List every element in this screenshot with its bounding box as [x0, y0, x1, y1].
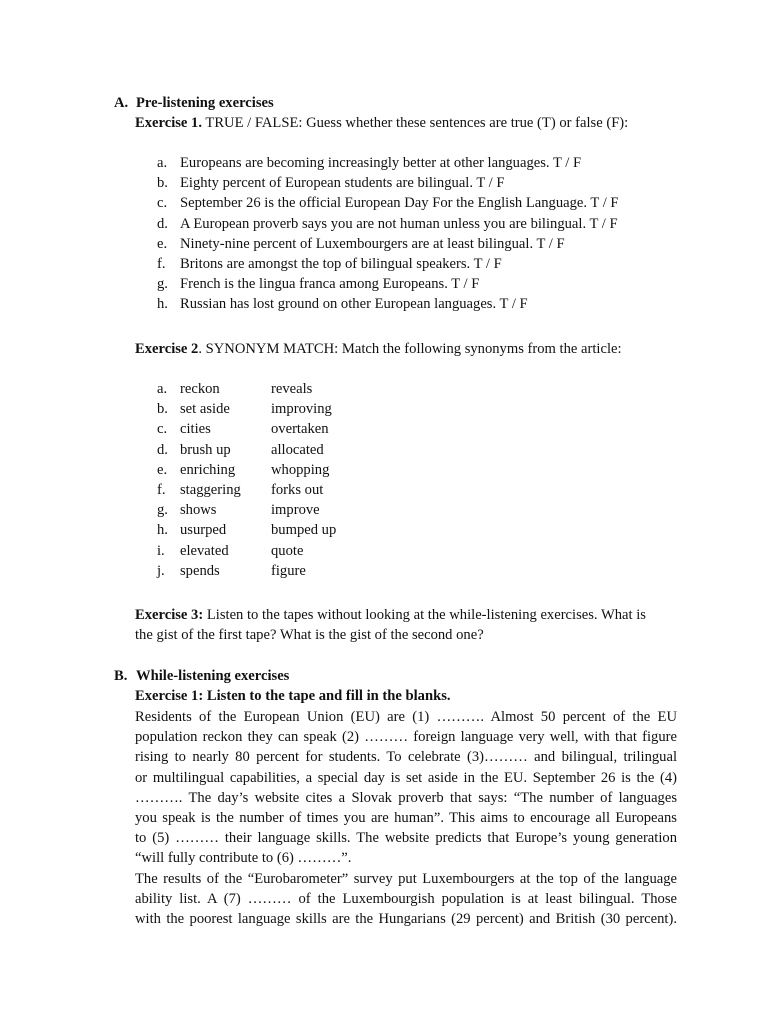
item-word: shows — [180, 502, 217, 519]
list-item — [135, 153, 619, 173]
item-word: brush up — [180, 441, 231, 458]
list-item — [135, 419, 336, 439]
item-match: whopping — [271, 461, 330, 478]
exercise-1-label: Exercise 1. — [135, 115, 203, 131]
item-match: improve — [271, 502, 320, 519]
item-word: set aside — [180, 401, 230, 418]
list-item — [135, 379, 336, 399]
passage-line: or multilingual capabilities, a special day is set aside in the EU. September 26 is the (4) — [135, 769, 677, 786]
section-b-title: While-listening exercises — [136, 668, 290, 684]
list-item — [135, 193, 619, 213]
while-listening-exercise-1-heading: Exercise 1: Listen to the tape and fill in the blanks. — [135, 688, 451, 704]
list-item — [135, 541, 336, 561]
item-match: reveals — [271, 381, 313, 397]
list-item — [135, 399, 336, 419]
list-item — [135, 214, 619, 234]
exercise-2-instruction: . SYNONYM MATCH: Match the following synonyms from the article: — [198, 341, 622, 357]
item-letter: f. — [157, 481, 166, 498]
passage-line: The results of the “Eurobarometer” survey put Luxembourgers at the top of the language — [135, 870, 677, 887]
item-match: overtaken — [271, 421, 329, 438]
item-letter: a. — [157, 381, 168, 397]
item-match: forks out — [271, 481, 324, 498]
synonym-list — [135, 379, 336, 581]
passage-line: rising to nearly 80 percent for students. To celebrate (3)……… and bilingual, trilingual — [135, 749, 677, 766]
item-word: enriching — [180, 461, 236, 478]
item-text: Russian has lost ground on other European languages. T / F — [180, 296, 528, 313]
item-match: bumped up — [271, 522, 337, 539]
item-match: quote — [271, 542, 304, 559]
item-letter: g. — [157, 276, 168, 293]
list-item — [135, 234, 619, 254]
section-a-heading — [114, 93, 274, 113]
list-item — [135, 294, 619, 314]
passage-line: Residents of the European Union (EU) are (1) ………. Almost 50 percent of the EU — [135, 709, 677, 725]
list-item — [135, 440, 336, 460]
item-match: figure — [271, 562, 306, 579]
section-b-letter: B. — [114, 668, 128, 684]
passage-line: you speak is the number of times you are human”. This aims to encourage all Europeans — [135, 810, 677, 827]
item-letter: e. — [157, 235, 168, 252]
item-text: Britons are amongst the top of bilingual speakers. T / F — [180, 255, 502, 272]
exercise-1-instruction: TRUE / FALSE: Guess whether these sentences are true (T) or false (F): — [205, 115, 629, 131]
section-b-heading — [114, 666, 289, 686]
item-text: French is the lingua franca among Europeans. T / F — [180, 276, 480, 293]
passage-line: to (5) ……… their language skills. The website predicts that Europe’s young generation — [135, 830, 677, 847]
item-match: improving — [271, 401, 332, 418]
item-letter: f. — [157, 255, 166, 272]
item-match: allocated — [271, 441, 324, 458]
item-text: A European proverb says you are not human unless you are bilingual. T / F — [180, 215, 618, 232]
exercise-3-line-1 — [135, 605, 646, 625]
item-letter: h. — [157, 296, 168, 313]
item-letter: e. — [157, 461, 168, 478]
section-a-letter: A. — [114, 95, 129, 111]
list-item — [135, 561, 336, 581]
exercise-3-text-1: Listen to the tapes without looking at the while-listening exercises. What is — [206, 607, 646, 623]
fill-in-blanks-passage — [135, 707, 677, 929]
item-letter: b. — [157, 401, 168, 418]
exercise-2-heading — [135, 339, 622, 359]
item-text: September 26 is the official European Day For the English Language. T / F — [180, 195, 619, 212]
item-letter: d. — [157, 441, 168, 458]
list-item — [135, 254, 619, 274]
item-text: Eighty percent of European students are bilingual. T / F — [180, 175, 505, 192]
true-false-list — [135, 153, 619, 315]
list-item — [135, 480, 336, 500]
list-item — [135, 520, 336, 540]
item-word: spends — [180, 562, 220, 579]
item-letter: g. — [157, 502, 168, 519]
item-letter: h. — [157, 522, 168, 539]
exercise-3-label: Exercise 3: — [135, 607, 204, 623]
exercise-1-heading — [135, 113, 628, 133]
item-word: usurped — [180, 522, 227, 539]
list-item — [135, 173, 619, 193]
item-letter: a. — [157, 155, 168, 171]
item-letter: c. — [157, 421, 168, 438]
item-word: cities — [180, 421, 211, 438]
item-letter: c. — [157, 195, 168, 212]
item-word: elevated — [180, 542, 229, 559]
exercise-2-label: Exercise 2 — [135, 341, 199, 357]
item-word: staggering — [180, 481, 241, 498]
passage-line: ………. The day’s website cites a Slovak proverb that says: “The number of languages — [135, 789, 677, 806]
item-letter: d. — [157, 215, 168, 232]
exercise-3-text-2: the gist of the first tape? What is the gist of the second one? — [135, 627, 484, 643]
list-item — [135, 274, 619, 294]
item-letter: j. — [157, 562, 165, 579]
item-text: Europeans are becoming increasingly better at other languages. T / F — [180, 155, 582, 171]
passage-line: with the poorest language skills are the Hungarians (29 percent) and British (30 percent). — [135, 911, 677, 928]
exercise-3-line-2 — [135, 625, 484, 645]
list-item — [135, 500, 336, 520]
section-a-title: Pre-listening exercises — [136, 95, 274, 111]
item-letter: i. — [157, 542, 165, 559]
list-item — [135, 460, 336, 480]
passage-line: “will fully contribute to (6) ………”. — [135, 850, 352, 867]
item-letter: b. — [157, 175, 168, 192]
passage-line: ability list. A (7) ……… of the Luxembourgish population is at least bilingual. Those — [135, 890, 677, 907]
passage-line: population reckon they can speak (2) ……… foreign language very well, with that figure — [135, 729, 677, 746]
item-word: reckon — [180, 381, 220, 397]
item-text: Ninety-nine percent of Luxembourgers are at least bilingual. T / F — [180, 235, 565, 252]
